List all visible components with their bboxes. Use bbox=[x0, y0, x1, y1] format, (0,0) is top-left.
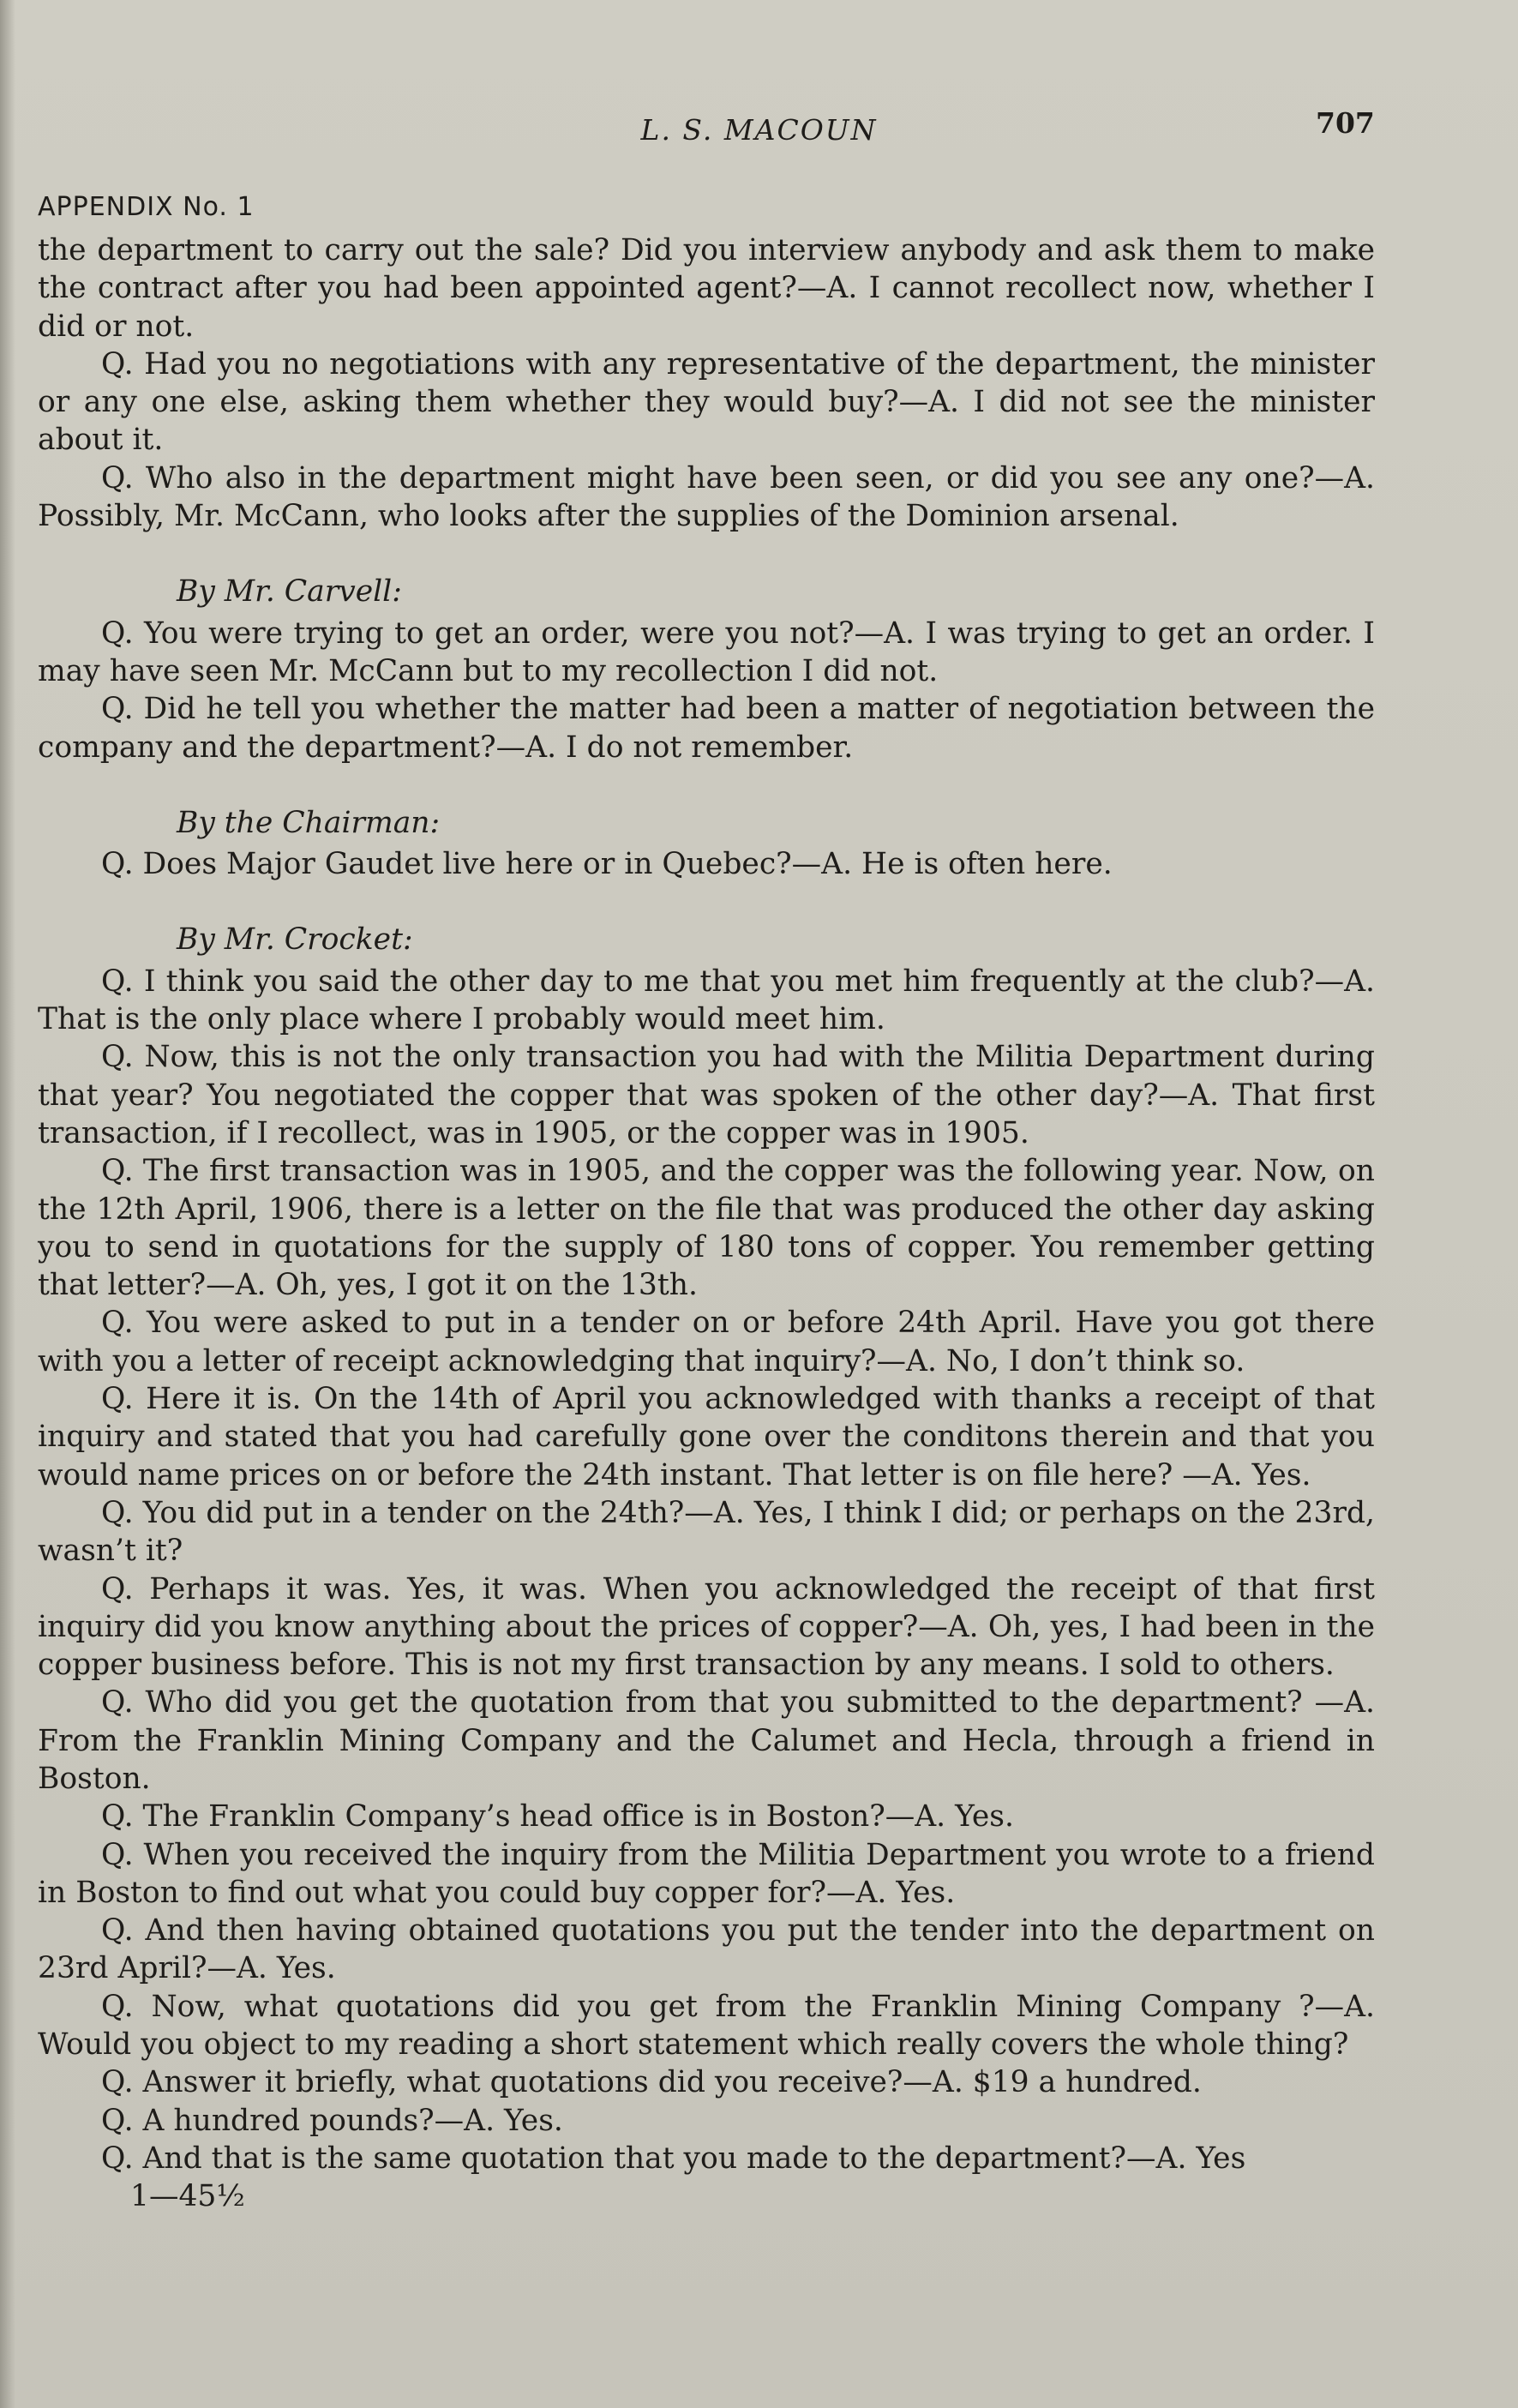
paragraph: Q. I think you said the other day to me that you met him frequently at the club?—A. That is the only place where I probably would meet him. bbox=[38, 964, 1375, 1037]
body-text bbox=[38, 231, 1375, 2216]
paragraph: Q. The Franklin Company’s head office is in Boston?—A. Yes. bbox=[101, 1799, 1014, 1835]
speaker-heading: By Mr. Carvell: bbox=[177, 574, 402, 610]
appendix-label: APPENDIX No. 1 bbox=[38, 192, 255, 222]
paragraph: Q. And that is the same quotation that you made to the department?—A. Yes bbox=[101, 2141, 1246, 2176]
paragraph: Q. You were asked to put in a tender on or before 24th April. Have you got there with you a letter of receipt acknowledging that inquiry?—A. No, I don’t think so. bbox=[38, 1306, 1375, 1378]
paragraph: Q. Now, this is not the only transaction you had with the Militia Department during that year? You negotiated the copper that was spoken of the other day?—A. That first transaction, if I recollect, was in 1905, or the copper was in 1905. bbox=[38, 1040, 1375, 1150]
paragraph: Q. You did put in a tender on the 24th?—A. Yes, I think I did; or perhaps on the 23rd, wasn’t it? bbox=[38, 1495, 1375, 1569]
paragraph: Q. You were trying to get an order, were you not?—A. I was trying to get an order. I may have seen Mr. McCann but to my recollection I did not. bbox=[38, 616, 1375, 688]
paragraph: Q. Perhaps it was. Yes, it was. When you acknowledged the receipt of that first inquiry did you know anything about the prices of copper?—A. Oh, yes, I had been in the copper business before. This is not my first transaction by any means. I sold to others. bbox=[38, 1571, 1375, 1683]
paragraph: Q. Here it is. On the 14th of April you acknowledged with thanks a receipt of that inquiry and stated that you had carefully gone over the conditons therein and that you would name prices on or before the 24th instant. That letter is on file here? —A. Yes. bbox=[38, 1382, 1375, 1492]
paragraph: Q. The first transaction was in 1905, and the copper was the following year. Now, on the 12th April, 1906, there is a letter on the file that was produced the other day asking you to send in quotations for the supply of 180 tons of copper. You remember getting that letter?—A. Oh, yes, I got it on the 13th. bbox=[38, 1154, 1375, 1303]
speaker-heading: By Mr. Crocket: bbox=[177, 922, 413, 958]
paragraph: Q. Answer it briefly, what quotations did you receive?—A. $19 a hundred. bbox=[101, 2065, 1202, 2100]
paragraph: Q. Now, what quotations did you get from the Franklin Mining Company ?—A. Would you object to my reading a short statement which really covers the whole thing? bbox=[38, 1989, 1375, 2063]
paragraph: Q. A hundred pounds?—A. Yes. bbox=[101, 2103, 563, 2138]
running-head: L. S. MACOUN bbox=[640, 113, 878, 147]
paragraph: Q. Does Major Gaudet live here or in Quebec?—A. He is often here. bbox=[101, 847, 1113, 882]
page-number: 707 bbox=[1316, 106, 1375, 140]
paragraph: Q. When you received the inquiry from the Militia Department you wrote to a friend in Boston to find out what you could buy copper for?—A. Yes. bbox=[38, 1837, 1375, 1910]
speaker-heading: By the Chairman: bbox=[177, 805, 441, 840]
paragraph: the department to carry out the sale? Did you interview anybody and ask them to make the contract after you had been appointed agent?—A. I cannot recollect now, whether I did or not. bbox=[38, 233, 1375, 344]
paragraph: Q. Who also in the department might have been seen, or did you see any one?—A. Possibly, Mr. McCann, who looks after the supplies of the Dominion arsenal. bbox=[38, 460, 1375, 534]
printer-signature: 1—45½ bbox=[130, 2179, 245, 2214]
binding-shadow bbox=[0, 0, 15, 2408]
paragraph: Q. Had you no negotiations with any representative of the department, the minister or any one else, asking them whether they would buy?—A. I did not see the minister about it. bbox=[38, 346, 1375, 458]
paragraph: Q. Who did you get the quotation from that you submitted to the department? —A. From the Franklin Mining Company and the Calumet and Hecla, through a friend in Boston. bbox=[38, 1685, 1375, 1796]
paragraph: Q. And then having obtained quotations you put the tender into the department on 23rd April?—A. Yes. bbox=[38, 1913, 1375, 1986]
paragraph: Q. Did he tell you whether the matter had been a matter of negotiation between the company and the department?—A. I do not remember. bbox=[38, 692, 1375, 765]
